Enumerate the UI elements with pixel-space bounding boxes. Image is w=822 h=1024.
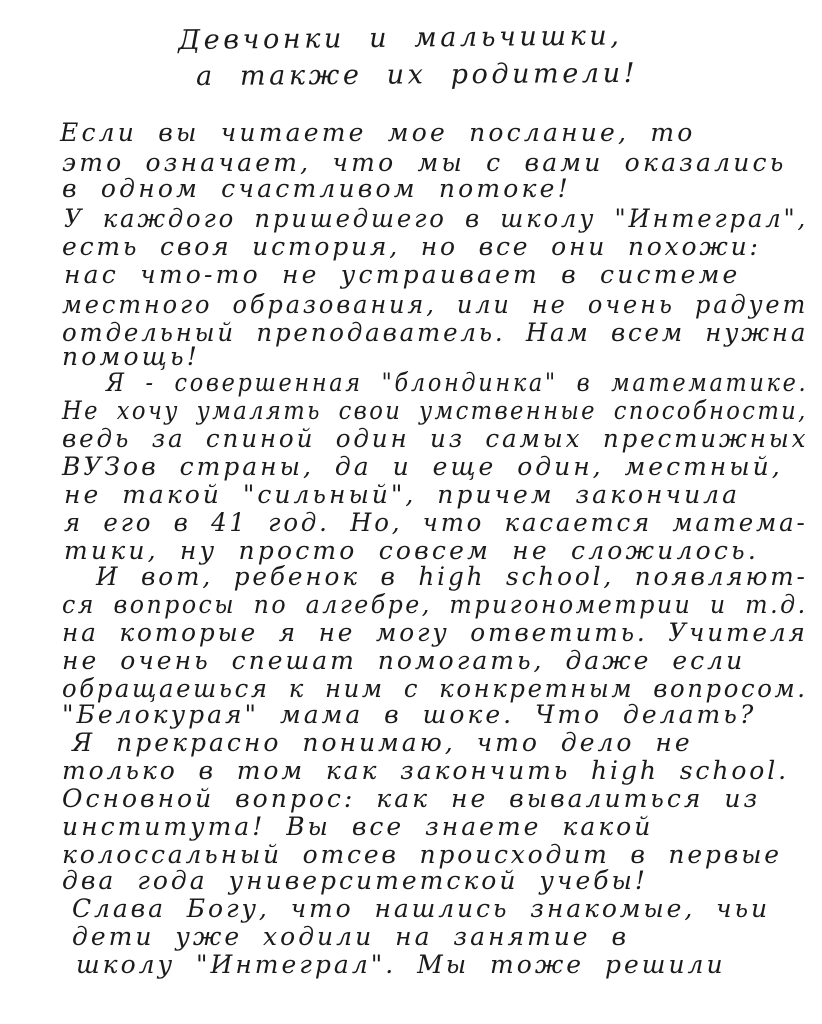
letter-line: И вот, ребенок в high school, появляют- [96,562,808,591]
letter-line: Я прекрасно понимаю, что дело не [72,728,693,757]
letter-line: нас что-то не устраивает в системе [64,260,741,289]
letter-line: "Белокурая" мама в шоке. Что делать? [62,700,757,729]
letter-line: местного образования, или не очень радует [62,290,809,319]
letter-line: Если вы читаете мое послание, то [60,118,696,147]
letter-line: тики, ну просто совсем не сложилось. [64,536,760,565]
letter-line: на которые я не могу ответить. Учителя [62,618,808,647]
letter-line: есть своя история, но все они похожи: [62,232,761,261]
letter-line: дети уже ходили на занятие в [72,922,630,951]
letter-line: Я - совершенная "блондинка" в математике. [106,368,809,397]
letter-line: помощь! [62,342,201,371]
letter-line: это означает, что мы с вами оказались [62,148,787,177]
letter-line: института! Вы все знаете какой [62,812,654,841]
letter-line: не очень спешат помогать, даже если [62,646,746,675]
letter-line: я его в 41 год. Но, что касается матема- [64,508,808,537]
letter-line: ведь за спиной один из самых престижных [62,424,809,453]
letter-line: школу "Интеграл". Мы тоже решили [76,950,726,979]
letter-line: не такой "сильный", причем закончила [64,480,740,509]
letter-line: Основной вопрос: как не вывалиться из [62,784,761,813]
letter-title-line-1: Девчонки и мальчишки, [177,20,623,56]
letter-line: только в том как закончить high school. [62,756,789,785]
letter-line: ВУЗов страны, да и еще один, местный, [62,452,783,481]
letter-line: в одном счастливом потоке! [62,174,571,203]
letter-line: Слава Богу, что нашлись знакомые, чьи [72,894,771,923]
letter-line: отдельный преподаватель. Нам всем нужна [62,318,809,347]
letter-line: У каждого пришедшего в школу "Интеграл", [64,204,809,233]
letter-line: Не хочу умалять свои умственные способности, [62,396,808,425]
letter-line: колоссальный отсев происходит в первые [62,840,782,869]
letter-line: ся вопросы по алгебре, тригонометрии и т.д. [62,590,808,619]
letter-line: два года университетской учебы! [62,866,648,895]
letter-line: обращаешься к ним с конкретным вопросом. [62,674,808,703]
letter-title-line-2: а также их родители! [195,57,639,92]
